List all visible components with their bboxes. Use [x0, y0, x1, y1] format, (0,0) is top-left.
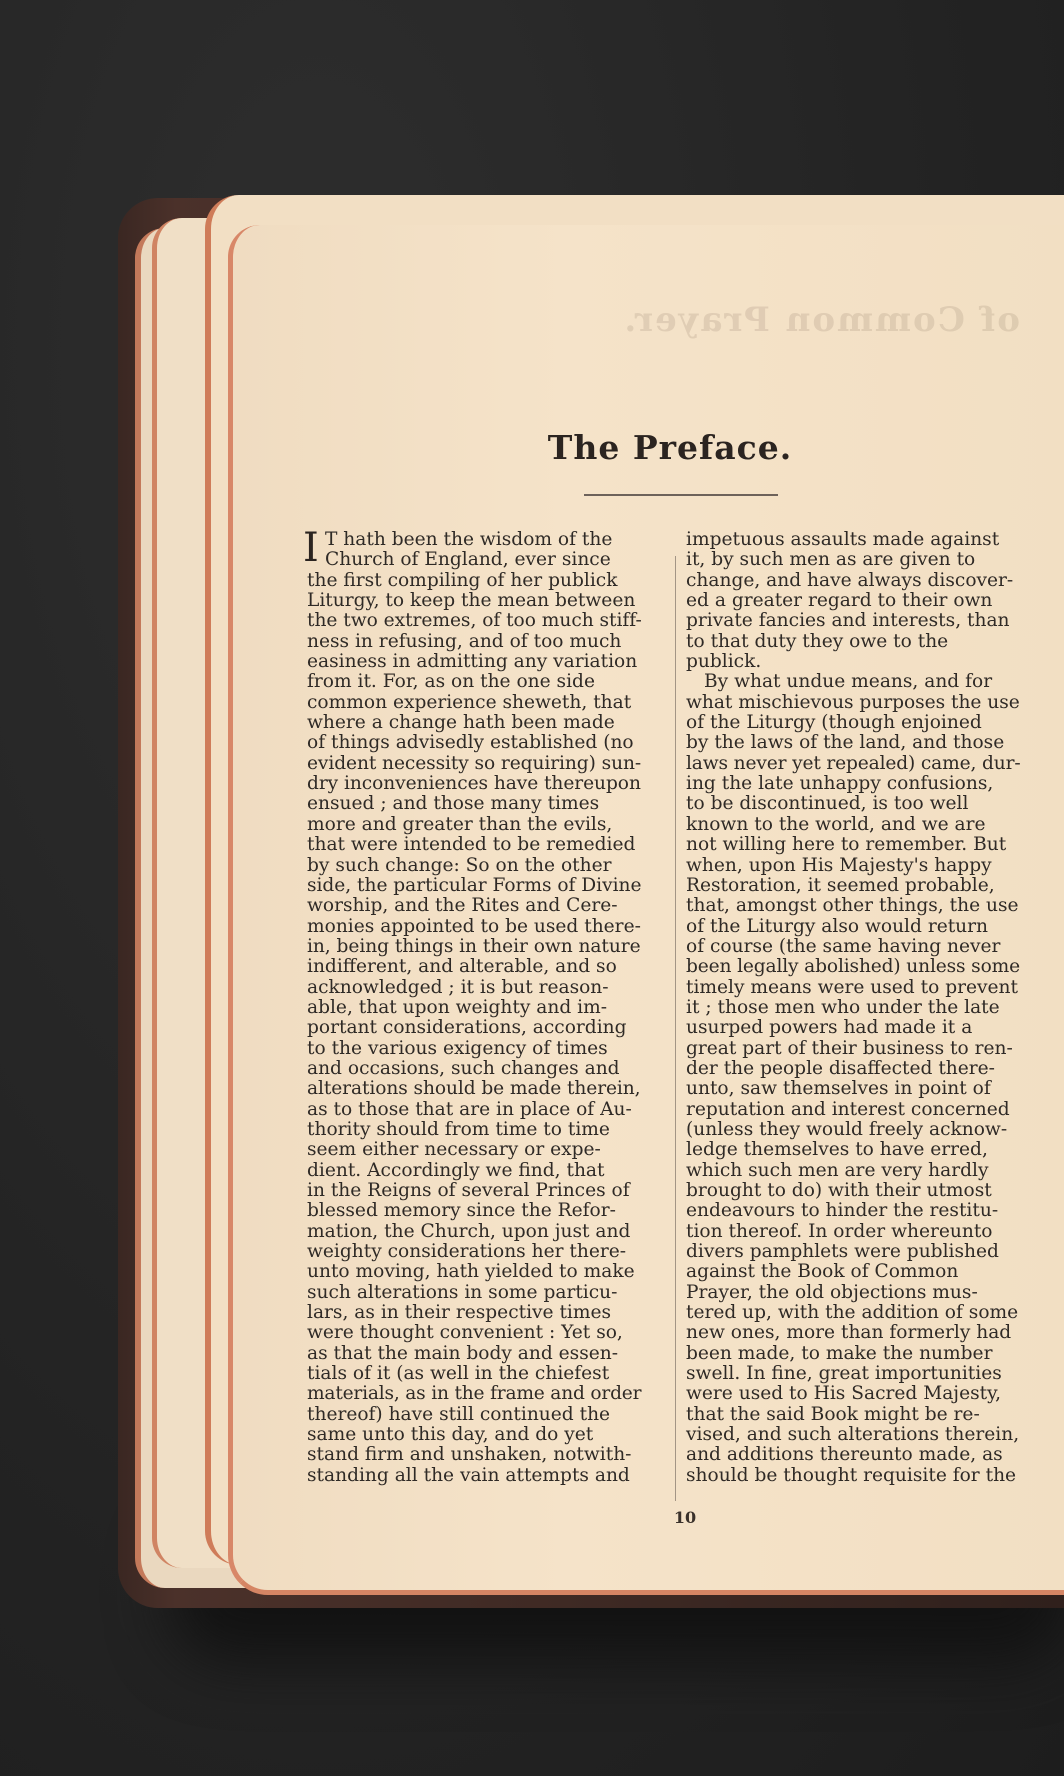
text-line: laws never yet repealed) came, dur-: [686, 752, 1021, 774]
text-line: were thought convenient : Yet so,: [307, 1322, 623, 1344]
text-line: T hath been the wisdom of the: [325, 529, 613, 550]
text-line: and additions thereunto made, as: [686, 1444, 1003, 1466]
text-line: Restoration, it seemed probable,: [686, 874, 995, 896]
text-line: portant considerations, according: [307, 1017, 627, 1039]
text-line: weighty considerations her there-: [307, 1241, 627, 1263]
text-line: been made, to make the number: [686, 1342, 993, 1364]
text-line: by the laws of the land, and those: [686, 732, 1005, 754]
text-line: materials, as in the frame and order: [307, 1383, 642, 1405]
column-divider: [675, 556, 676, 1501]
text-line: tion thereof. In order whereunto: [686, 1220, 993, 1242]
text-line: it ; those men who under the late: [686, 996, 1000, 1018]
text-line: same unto this day, and do yet: [307, 1424, 594, 1446]
text-line: to the various exigency of times: [307, 1037, 608, 1059]
title-rule: [584, 494, 778, 496]
text-line: that, amongst other things, the use: [686, 895, 1019, 917]
text-line: Church of England, ever since: [325, 549, 611, 571]
text-line: of things advisedly established (no: [307, 732, 634, 754]
text-line: mation, the Church, upon just and: [307, 1220, 631, 1242]
text-line: against the Book of Common: [686, 1261, 959, 1283]
drop-cap: I: [303, 525, 319, 571]
text-line: the two extremes, of too much stiff-: [307, 610, 642, 632]
text-line: stand firm and unshaken, notwith-: [307, 1444, 632, 1466]
text-line: more and greater than the evils,: [307, 813, 613, 835]
text-line: ledge themselves to have erred,: [686, 1139, 988, 1161]
text-line: such alterations in some particu-: [307, 1281, 618, 1303]
text-line: thereof) have still continued the: [307, 1403, 611, 1425]
text-line: ensued ; and those many times: [307, 793, 600, 815]
text-line: were used to His Sacred Majesty,: [686, 1383, 1002, 1405]
text-line: to be discontinued, is too well: [686, 793, 969, 815]
text-line: By what undue means, and for: [704, 671, 993, 693]
text-line: new ones, more than formerly had: [686, 1322, 1012, 1344]
text-line: from it. For, as on the one side: [307, 671, 595, 693]
text-line: reputation and interest concerned: [686, 1098, 1010, 1120]
text-line: timely means were used to prevent: [686, 976, 1018, 998]
text-line: tials of it (as well in the chiefest: [307, 1363, 610, 1385]
text-line: of the Liturgy (though enjoined: [686, 712, 982, 734]
text-line: the first compiling of her publick: [307, 569, 618, 591]
text-line: of course (the same having never: [686, 935, 1001, 957]
text-line: not willing here to remember. But: [686, 834, 1007, 856]
show-through-header: of Common Prayer.: [622, 300, 1020, 340]
text-line: unto moving, hath yielded to make: [307, 1261, 635, 1283]
text-line: lars, as in their respective times: [307, 1302, 612, 1324]
right-text-column: [686, 530, 1020, 1486]
text-line: as that the main body and essen-: [307, 1342, 619, 1364]
text-line: in the Reigns of several Princes of: [307, 1180, 630, 1201]
text-line: great part of their business to ren-: [686, 1037, 1013, 1059]
text-line: been legally abolished) unless some: [686, 956, 1020, 978]
text-line: known to the world, and we are: [686, 813, 986, 835]
text-line: (unless they would freely acknow-: [686, 1118, 1008, 1140]
text-line: of the Liturgy also would return: [686, 915, 989, 937]
text-line: brought to do) with their utmost: [686, 1180, 992, 1201]
text-line: as to those that are in place of Au-: [307, 1098, 632, 1120]
text-line: der the people disaffected there-: [686, 1057, 995, 1079]
text-line: Liturgy, to keep the mean between: [307, 590, 636, 612]
text-line: should be thought requisite for the: [686, 1464, 1017, 1486]
text-line: vised, and such alterations therein,: [686, 1424, 1020, 1446]
text-line: thority should from time to time: [307, 1118, 610, 1140]
text-line: divers pamphlets were published: [686, 1241, 999, 1263]
page-number: 10: [673, 1508, 697, 1527]
text-line: dient. Accordingly we find, that: [307, 1159, 605, 1181]
text-line: in, being things in their own nature: [307, 935, 641, 957]
text-line: and occasions, such changes and: [307, 1057, 620, 1079]
text-line: that were intended to be remedied: [307, 834, 636, 856]
text-line: indifferent, and alterable, and so: [307, 956, 617, 978]
page-title: The Preface.: [547, 428, 793, 467]
text-line: by such change: So on the other: [307, 854, 612, 876]
text-line: unto, saw themselves in point of: [686, 1078, 991, 1100]
text-line: publick.: [686, 651, 762, 673]
left-text-column: [307, 530, 641, 1486]
text-line: ed a greater regard to their own: [686, 590, 993, 612]
text-line: impetuous assaults made against: [686, 529, 1000, 550]
text-line: alterations should be made therein,: [307, 1078, 641, 1100]
text-line: where a change hath been made: [307, 712, 615, 734]
text-line: monies appointed to be used there-: [307, 915, 641, 937]
text-line: seem either necessary or expe-: [307, 1139, 601, 1161]
text-line: Prayer, the old objections mus-: [686, 1281, 978, 1303]
text-line: it, by such men as are given to: [686, 549, 976, 571]
text-line: to that duty they owe to the: [686, 630, 949, 652]
text-line: able, that upon weighty and im-: [307, 996, 607, 1018]
text-line: that the said Book might be re-: [686, 1403, 980, 1425]
text-line: common experience sheweth, that: [307, 691, 632, 713]
text-line: ness in refusing, and of too much: [307, 630, 622, 652]
text-line: acknowledged ; it is but reason-: [307, 976, 609, 998]
text-line: ing the late unhappy confusions,: [686, 773, 994, 795]
text-line: usurped powers had made it a: [686, 1017, 973, 1039]
text-line: dry inconveniences have thereupon: [307, 773, 641, 795]
text-line: tered up, with the addition of some: [686, 1302, 1019, 1324]
text-line: endeavours to hinder the restitu-: [686, 1200, 999, 1222]
text-line: side, the particular Forms of Divine: [307, 874, 642, 896]
text-line: swell. In fine, great importunities: [686, 1363, 1002, 1385]
text-line: which such men are very hardly: [686, 1159, 989, 1181]
text-line: blessed memory since the Refor-: [307, 1200, 616, 1222]
text-line: change, and have always discover-: [686, 569, 1014, 591]
text-line: what mischievous purposes the use: [686, 691, 1020, 713]
text-line: easiness in admitting any variation: [307, 651, 638, 673]
text-line: private fancies and interests, than: [686, 610, 1010, 632]
text-line: evident necessity so requiring) sun-: [307, 752, 642, 774]
text-line: worship, and the Rites and Cere-: [307, 895, 618, 917]
text-line: when, upon His Majesty's happy: [686, 854, 992, 876]
text-line: standing all the vain attempts and: [307, 1464, 630, 1486]
